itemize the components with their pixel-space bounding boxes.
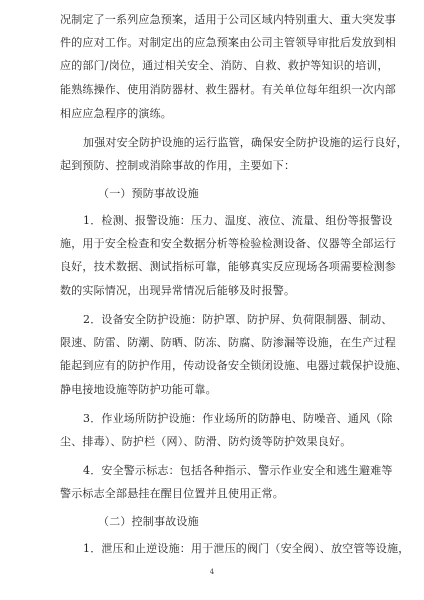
section-heading: （二）控制事故设施 (98, 515, 199, 528)
body-text-line: 2．设备安全防护设施：防护罩、防护屏、负荷限制器、制动、 (83, 313, 393, 326)
body-text-line: 良好，技术数据、测试指标可靠，能够真实反应现场各项需要检测参 (60, 260, 396, 273)
body-text-line: 1．泄压和止逆设施：用于泄压的阀门（安全阀）、放空管等设施， (83, 542, 410, 555)
body-text-line: 施，用于安全检查和安全数据分析等检验检测设备、仪器等全部运行 (60, 237, 396, 250)
body-text-line: 相应应急程序的演练。 (60, 107, 172, 120)
body-text-line: 能起到应有的防护作用，传动设备安全锁闭设施、电器过载保护设施、 (60, 359, 408, 372)
body-text-line: 起到预防、控制或消除事故的作用，主要如下： (60, 159, 296, 172)
body-text-line: 况制定了一系列应急预案，适用于公司区域内特别重大、重大突发事 (60, 13, 396, 26)
body-text-line: 能熟练操作、使用消防器材、救生器材。有关单位每年组织一次内部 (60, 83, 396, 96)
page-number: 4 (209, 568, 215, 576)
body-text-line: 应的部门/岗位，通过相关安全、消防、自救、救护等知识的培训， (60, 59, 389, 72)
body-text-line: 3．作业场所防护设施：作业场所的防静电、防噪音、通风（除 (83, 412, 393, 425)
body-text-line: 数的实际情况，出现异常情况后能够及时报警。 (60, 284, 296, 297)
body-text-line: 1．检测、报警设施：压力、温度、液位、流量、组份等报警设 (83, 214, 393, 227)
body-text-line: 静电接地设施等防护功能可靠。 (60, 383, 217, 396)
body-text-line: 件的应对工作。对制定出的应急预案由公司主管领导审批后发放到相 (60, 36, 396, 49)
body-text-line: 加强对安全防护设施的运行监管，确保安全防护设施的运行良好， (83, 136, 408, 149)
body-text-line: 尘、排毒）、防护栏（网）、防滑、防灼烫等防护效果良好。 (60, 435, 352, 448)
body-text-line: 限速、防雷、防潮、防晒、防冻、防腐、防渗漏等设施，在生产过程 (60, 336, 396, 349)
section-heading: （一）预防事故设施 (98, 187, 199, 200)
body-text-line: 警示标志全部悬挂在醒目位置并且使用正常。 (60, 487, 284, 500)
body-text-line: 4．安全警示标志：包括各种指示、警示作业安全和逃生避难等 (83, 464, 393, 477)
